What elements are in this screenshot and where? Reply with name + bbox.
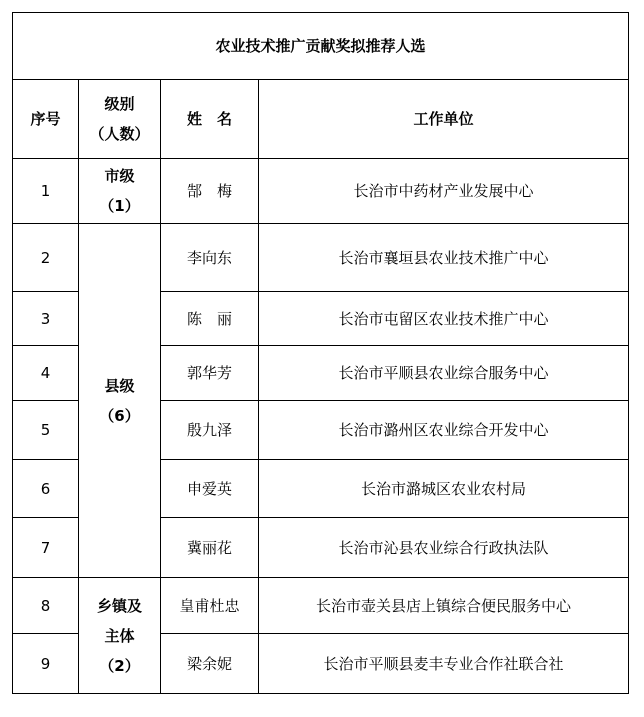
header-name: 姓 名 bbox=[161, 80, 259, 159]
row-unit: 长治市潞城区农业农村局 bbox=[259, 460, 629, 518]
row-unit: 长治市潞州区农业综合开发中心 bbox=[259, 401, 629, 460]
row-unit: 长治市沁县农业综合行政执法队 bbox=[259, 518, 629, 578]
row-name: 梁余妮 bbox=[161, 634, 259, 694]
table-row bbox=[13, 578, 629, 634]
level-city-line2: （1） bbox=[99, 197, 140, 215]
row-name: 殷九泽 bbox=[161, 401, 259, 460]
row-name: 李向东 bbox=[161, 224, 259, 292]
header-unit: 工作单位 bbox=[259, 80, 629, 159]
title-row bbox=[13, 13, 629, 80]
row-unit: 长治市屯留区农业技术推广中心 bbox=[259, 292, 629, 346]
row-unit: 长治市平顺县农业综合服务中心 bbox=[259, 346, 629, 401]
table-title: 农业技术推广贡献奖拟推荐人选 bbox=[13, 13, 629, 80]
level-township bbox=[79, 578, 161, 694]
header-level bbox=[79, 80, 161, 159]
header-row bbox=[13, 80, 629, 159]
header-level-line1: 级别 bbox=[104, 95, 135, 113]
row-index: 1 bbox=[13, 159, 79, 224]
nominee-table bbox=[12, 12, 629, 694]
row-name: 郭华芳 bbox=[161, 346, 259, 401]
level-county-line1: 县级 bbox=[104, 376, 135, 395]
level-county-line2: （6） bbox=[99, 406, 140, 425]
row-name: 陈 丽 bbox=[161, 292, 259, 346]
row-index: 8 bbox=[13, 578, 79, 634]
row-unit: 长治市平顺县麦丰专业合作社联合社 bbox=[259, 634, 629, 694]
table-row bbox=[13, 159, 629, 224]
row-name: 郜 梅 bbox=[161, 159, 259, 224]
row-unit: 长治市襄垣县农业技术推广中心 bbox=[259, 224, 629, 292]
row-index: 9 bbox=[13, 634, 79, 694]
level-city bbox=[79, 159, 161, 224]
level-township-line3: （2） bbox=[99, 656, 140, 675]
level-city-line1: 市级 bbox=[104, 167, 135, 185]
row-index: 2 bbox=[13, 224, 79, 292]
level-county bbox=[79, 224, 161, 578]
row-index: 4 bbox=[13, 346, 79, 401]
row-index: 7 bbox=[13, 518, 79, 578]
header-index: 序号 bbox=[13, 80, 79, 159]
row-index: 5 bbox=[13, 401, 79, 460]
header-level-line2: （人数） bbox=[89, 125, 150, 143]
row-name: 申爱英 bbox=[161, 460, 259, 518]
level-township-line2: 主体 bbox=[104, 626, 135, 645]
row-name: 皇甫杜忠 bbox=[161, 578, 259, 634]
row-name: 冀丽花 bbox=[161, 518, 259, 578]
row-index: 6 bbox=[13, 460, 79, 518]
row-unit: 长治市中药材产业发展中心 bbox=[259, 159, 629, 224]
row-unit: 长治市壶关县店上镇综合便民服务中心 bbox=[259, 578, 629, 634]
level-township-line1: 乡镇及 bbox=[96, 596, 142, 615]
row-index: 3 bbox=[13, 292, 79, 346]
table-row bbox=[13, 224, 629, 292]
